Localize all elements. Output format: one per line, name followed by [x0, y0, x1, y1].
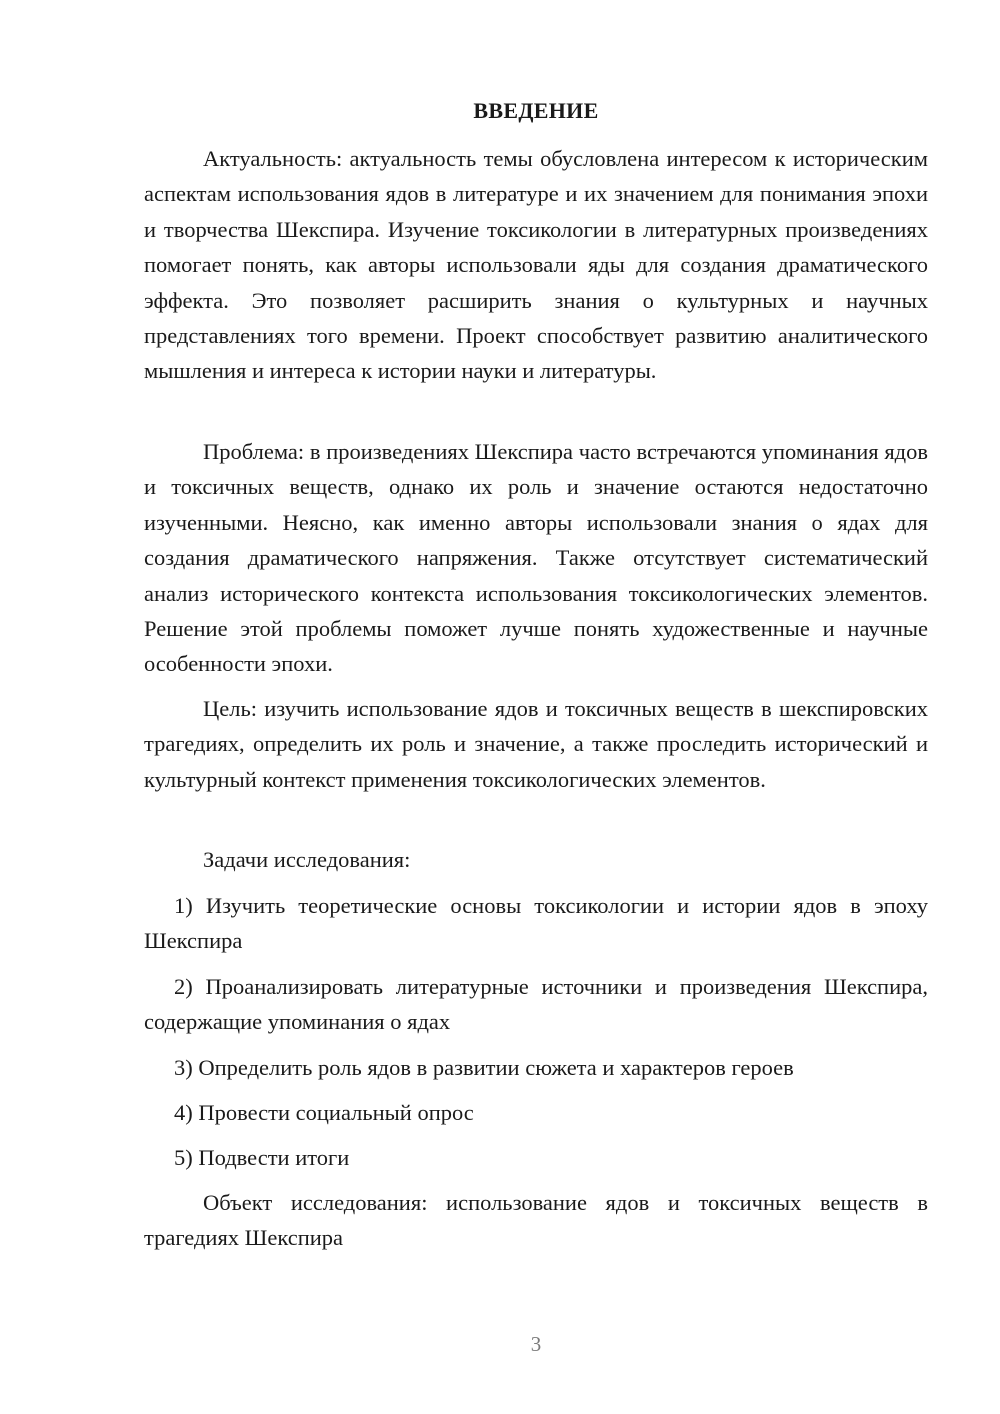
tasks-heading: Задачи исследования:: [203, 847, 411, 872]
list-item: 5) Подвести итоги: [174, 1145, 350, 1170]
goal-paragraph: Цель: изучить использование ядов и токсичных веществ в шекспировских трагедиях, определить их роль и значение, а также проследить исторический и культурный контекст применения токсикологических элементов.: [144, 696, 928, 792]
section-heading: ВВЕДЕНИЕ: [473, 98, 599, 123]
list-item: 3) Определить роль ядов в развитии сюжета и характеров героев: [174, 1055, 794, 1080]
object-paragraph: Объект исследования: использование ядов и токсичных веществ в трагедиях Шекспира: [144, 1190, 928, 1251]
list-item: 4) Провести социальный опрос: [174, 1100, 474, 1125]
problem-paragraph: Проблема: в произведениях Шекспира часто встречаются упоминания ядов и токсичных веществ, однако их роль и значение остаются недостаточно изученными. Неясно, как именно авторы использовали знания о ядах для создания драматического напряжения. Также отсутствует систематический анализ исторического контекста использования токсикологических элементов. Решение этой проблемы поможет лучше понять художественные и научные особенности эпохи.: [144, 439, 928, 677]
list-item: 1) Изучить теоретические основы токсикологии и истории ядов в эпоху Шекспира: [144, 893, 928, 954]
list-item: 2) Проанализировать литературные источники и произведения Шекспира, содержащие упоминания о ядах: [144, 974, 928, 1035]
relevance-paragraph: Актуальность: актуальность темы обусловлена интересом к историческим аспектам использования ядов в литературе и их значением для понимания эпохи и творчества Шекспира. Изучение токсикологии в литературных произведениях помогает понять, как авторы использовали яды для создания драматического эффекта. Это позволяет расширить знания о культурных и научных представлениях того времени. Проект способствует развитию аналитического мышления и интереса к истории науки и литературы.: [144, 146, 928, 384]
page-number: 3: [530, 1332, 542, 1356]
